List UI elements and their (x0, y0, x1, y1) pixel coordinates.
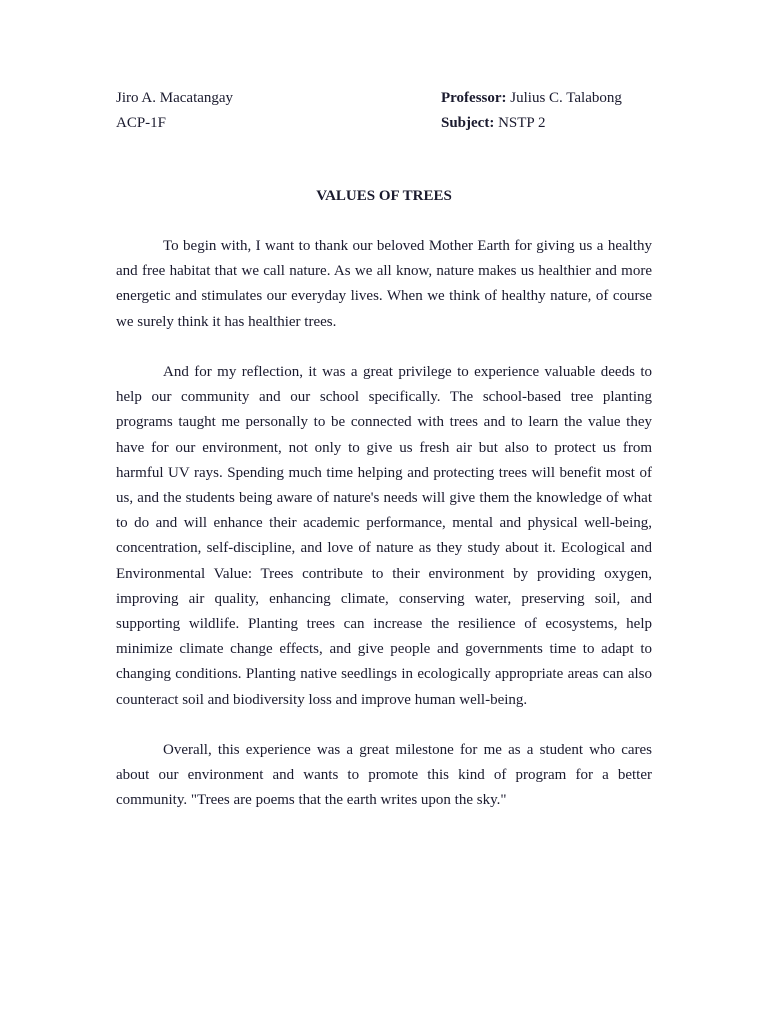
professor-label: Professor: (441, 90, 507, 106)
subject-name: NSTP 2 (494, 115, 546, 131)
course-info (441, 86, 622, 136)
paragraph-reflection: And for my reflection, it was a great privilege to experience valuable deeds to help our community and our school specifically. The school-based tree planting programs taught me personally to be connected with trees and to learn the value they have for our environment, not only to give us fresh air but also to protect us from harmful UV rays. Spending much time helping and protecting trees will benefit most of us, and the students being aware of nature's needs will give them the knowledge of what to do and will enhance their academic performance, mental and physical well-being, concentration, self-discipline, and love of nature as they study about it. Ecological and Environmental Value: Trees contribute to their environment by providing oxygen, improving air quality, enhancing climate, conserving water, preserving soil, and supporting wildlife. Planting trees can increase the resilience of ecosystems, help minimize climate change effects, and give people and governments time to adapt to changing conditions. Planting native seedlings in ecologically appropriate areas can also counteract soil and biodiversity loss and improve human well-being. (116, 364, 652, 708)
subject-label: Subject: (441, 115, 495, 131)
professor-line (441, 86, 622, 111)
author-name: Jiro A. Macatangay (116, 90, 234, 106)
section-code: ACP-1F (116, 115, 167, 131)
student-info (116, 86, 233, 136)
document-title: VALUES OF TREES (316, 188, 452, 204)
paragraph-conclusion: Overall, this experience was a great milestone for me as a student who cares about our environment and wants to promote this kind of program for a better community. "Trees are poems that the earth writes upon the sky." (116, 742, 652, 809)
professor-name: Julius C. Talabong (506, 90, 622, 106)
paragraph-intro: To begin with, I want to thank our beloved Mother Earth for giving us a healthy and free habitat that we call nature. As we all know, nature makes us healthier and more energetic and stimulates our everyday lives. When we think of healthy nature, of course we surely think it has healthier trees. (116, 238, 652, 330)
subject-line (441, 111, 622, 136)
document-body (116, 234, 652, 839)
